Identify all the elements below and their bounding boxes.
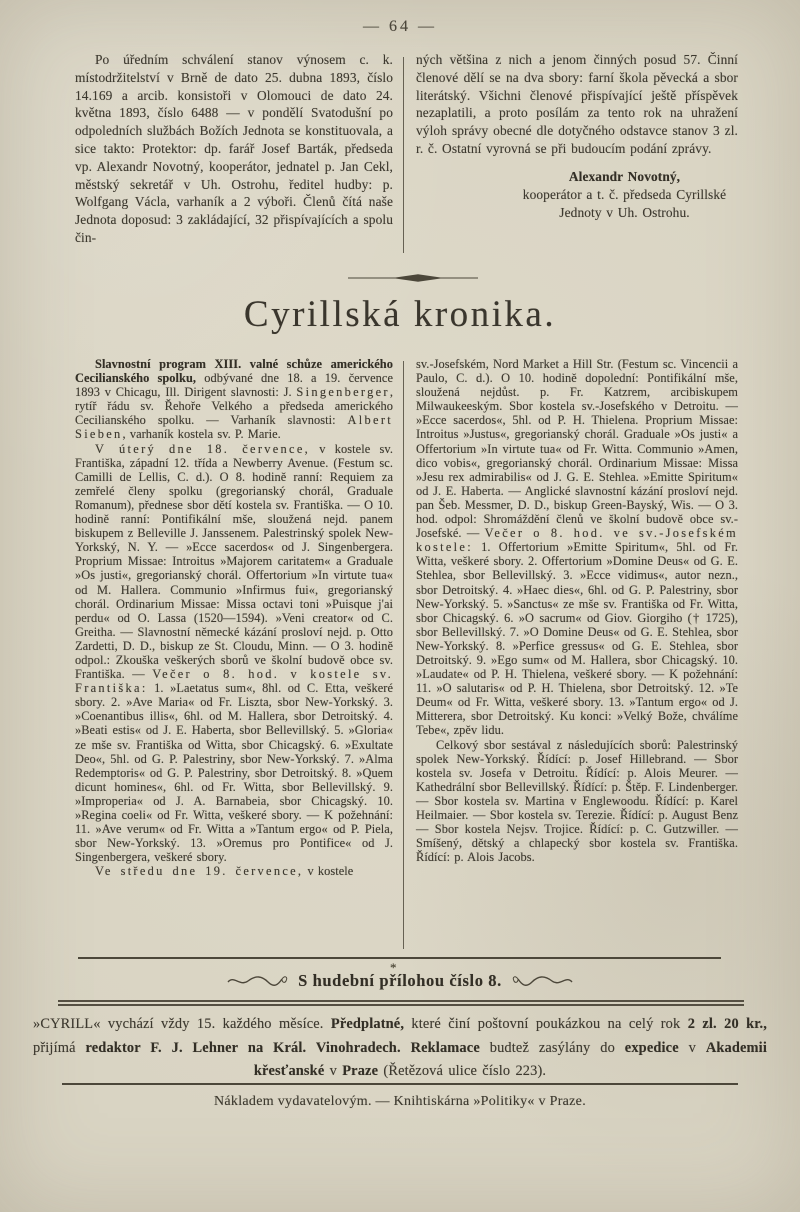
kronika-left-column (75, 357, 393, 878)
text-segment-b: redaktor F. J. Lehner na Král. Vinohradech. Reklamace (85, 1039, 480, 1056)
text-segment-b: 2 zl. 20 kr., (687, 1016, 767, 1032)
text-segment-b: expedice (624, 1039, 679, 1056)
section-divider-ornament (346, 272, 481, 284)
text-segment: které činí poštovní poukázkou na celý rok (404, 1016, 688, 1032)
text-segment: sv.-Josefském, Nord Market a Hill Str. (Festum sc. Vincencii a Paulo, C. d.). O 10. hodině dopolední: Pontifikální mše, sloužená nejdůst. p. Fr. Katzrem, arcibiskupem Milwaukeeským. Sbor kostela sv.-Josefského v Detroitu. — »Ecce sacerdos«, 5hl. od P. H. Thielena. Proprium Missae: Introitus »Justus«, gregorianský chorál. Graduale »Os justi« a Offertorium »In virtute tua« od Fr. Witta. Communio »Amen, dico vobis«, gregorianský chorál. Ordinarium Missae: Missa »Jesu rex admirabilis« od J. G. E. Stehlea. »Emitte Spiritum« od J. E. Haberta. — Anglické slavnostní kázání prosloví nejd. pan Šeb. Messmer, D. D., biskup Green-Bayský, Wis. — O 3. hod. odpol: Shromáždění členů ve školní budově obce sv.-Josefské. — (416, 357, 738, 541)
text-segment-sp: V úterý dne 18. července, (95, 441, 311, 456)
text-segment-sp: Singenberger (296, 385, 390, 400)
text-segment: »CYRILL« vychází vždy 15. každého měsíce. (33, 1016, 331, 1032)
program-lead-paragraph (75, 357, 393, 442)
right-squiggle-ornament-icon (512, 972, 574, 990)
signature-org-line: Jednoty v Uh. Ostrohu. (559, 204, 690, 220)
text-segment: přijímá (33, 1039, 86, 1056)
text-segment-b: Slavnostní program XIII. valné schůze amerického Cecilianského spolku, (75, 357, 393, 386)
program-tuesday-paragraph (75, 442, 393, 865)
signature-block (416, 168, 738, 222)
kronika-right-column (416, 357, 738, 864)
subscription-notice (33, 1013, 767, 1084)
text-segment-sp: Večer o 8. hod. v kostele sv. Františka: (75, 667, 393, 696)
text-segment: odbývané dne 18. a 19. července 1893 v Chicagu, Ill. Dirigent slavnosti: J. (75, 371, 393, 400)
double-rule (58, 1000, 744, 1006)
intro-paragraph-continued: ných většina z nich a jenom činných posud 57. Činní členové dělí se na dva sbory: farní škola pěvecká a sbor literátský. Všichni členové přispívající ještě příspěvek nezaplatili, a proto posílám za tento rok na uhražení výloh správy obecné dle dotyčného odstavce stanov 3 zl. r. č. Ostatní vyrovná se při budoucím podání zprávy. (416, 52, 738, 156)
page-number: — 64 — (363, 18, 437, 35)
supplement-text: S hudební přílohou číslo 8. (298, 971, 502, 990)
text-segment-b: Praze (342, 1063, 379, 1079)
text-segment: , varhaník kostela sv. P. Marie. (122, 427, 281, 442)
text-segment-sp: Večer o 8. hod. ve sv.-Josefském kostele: (416, 526, 738, 555)
text-segment: , rytíř řádu sv. Řehoře Velkého a předseda amerického Cecilianského spolku. — Varhaník slavnosti: (75, 385, 393, 428)
asterisk-mark: * (390, 960, 397, 975)
intro-paragraph: Po úředním schválení stanov výnosem c. k. místodržitelství v Brně de dato 25. dubna 1893, číslo 14.169 a arcib. konsistoři v Olomouci de dato 24. května 1893, číslo 6488 — v pondělí Svatodušní po odpoledních službách Božích Jednota se konstituovala, a sice takto: Protektor: dp. farář Josef Barták, předseda vp. Alexandr Novotný, kooperátor, jednatel p. Jan Cekl, městský sekretář v Uh. Ostrohu, ředitel hudby: p. Wolfgang Václa, varhaník a 2 výboři. Členů čítá naše Jednota doposud: 3 zakládající, 32 přispívajících a spolu čin- (75, 52, 393, 245)
supplement-note (0, 971, 800, 991)
text-segment: v kostele (303, 864, 354, 879)
text-segment: budtež zasýlány do (479, 1039, 625, 1056)
signature-name: Alexandr Novotný, (568, 168, 681, 184)
text-segment: Celkový sbor sestával z následujících sborů: Palestrinský spolek New-Yorkský. Řídící: p. Josef Hillebrand. — Sbor kostela sv. Josefa v Detroitu. Řídící: p. Alois Meurer. — Kathedrální sbor Bellevillský. Řídící: p. Štěp. F. Lindenberger. — Sbor kostela sv. Martina v Englewoodu. Řídící: p. Karel Heilmaier. — Sbor kostela sv. Terezie. Řídící: p. August Benz — Sbor kostela Nejsv. Trojice. Řídící: p. C. Gutzwiller. — Smíšený, dětský a chlapecký sbor kostela sv. Františka. Řídící: p. Alois Jacobs. (416, 737, 738, 865)
text-segment-b: Předplatné, (330, 1016, 405, 1032)
text-segment: v kostele sv. Františka, západní 12. třída a Newberry Avenue. (Festum sc. Camilli de Lellis, C. d.). O 8. hodině ranní: Requiem za zemřelé členy spolku (gregorianský chorál, Graduale Romanum), přednese sbor dětí kostela sv. Františka. — O 10. hodině ranní: Pontifikální mše, sloužená nejd. panem biskupem z Belleville J. Janssenem. Palestrinský spolek New-Yorkský, N. Y. — »Ecce sacerdos« od J. Singenbergera. Proprium Missae: Introitus »Majorem caritatem« a Graduale »Os justi«, gregorianský chorál. Offertorium »In virtute tua« od M. Hallera. Communio »Infirmus fui«, gregorianský chorál. Ordinarium Missae: Missa octavi toni »Puisque j'ai perdu« od O. Lassa (1520—1594). »Veni creator« od C. Greitha. — Slavnostní německé kázání prosloví nejd. p. Otto Zardetti, D. D., biskup ze St. Cloudu, Minn. — O 3. hodině odpol.: Zkouška veškerých sborů ve školní budově obce sv. Františka. — (75, 441, 393, 682)
program-wednesday-paragraph (416, 357, 738, 738)
left-squiggle-ornament-icon (226, 972, 288, 990)
choirs-summary-paragraph (416, 738, 738, 865)
text-segment: 1. Offertorium »Emitte Spiritum«, 5hl. od Fr. Witta, veškeré sbory. 2. Offertorium »Domine Deus« od G. E. Stehlea, sbor Bellevillský. 3. »Ecce vidimus«, autor nezn., sbor Detroitský. 4. »Haec dies«, 6hl. od G. P. Palestriny, sbor New-Yorkský. 5. »Sanctus« ze mše sv. Františka od Fr. Witta, sbor Chicagský. 6. »O sacrum« od Giov. Giorgiho († 1725), sbor Bellevillský. 7. »O Domine Deus« od G. E. Stehlea, sbor New-Yorkský. 8. »Perfice gressus« od G. E. Stehlea, sbor Detroitský. 9. »Ego sum« od M. Hallera, sbor Chicagský. 10. »Laudate« od P. H. Thielena, veškeré sbory. — K požehnání: 11. »O salutaris« od P. H. Thielena, sbor Detroitský. 12. »Te Deum« od Fr. Witta, veškeré sbory. 13. »Tantum ergo« od J. Mitterera, sbor Detroitský. Ku konci: »Velký Bože, chválíme Tebe«, zpěv lidu. (416, 540, 738, 738)
column-divider-rule-top (403, 57, 404, 253)
text-segment-b: Akademii křesťanské (253, 1039, 767, 1079)
intro-right-column (416, 51, 738, 222)
program-wednesday-lead (75, 864, 393, 878)
rule-above-imprint (62, 1083, 738, 1085)
intro-left-column (75, 51, 393, 247)
text-segment: v (678, 1039, 706, 1056)
signature-title-line: kooperátor a t. č. předseda Cyrillské (522, 186, 727, 202)
rule-above-supplement (78, 957, 721, 959)
imprint-line: Nákladem vydavatelovým. — Knihtiskárna »Politiky« v Praze. (214, 1094, 586, 1109)
text-segment: 1. »Laetatus sum«, 8hl. od C. Etta, veškeré sbory. 2. »Ave Maria« od Fr. Liszta, sbor New-Yorkský. 3. »Coenantibus illis«, 6hl. od M. Hallera, sbor Detroitský. 4. »Beati estis« od J. E. Haberta, sbor Bellevillský. 5. »Gloria« ze mše sv. Františka od Witta, sbor Chicagský. 6. »Exultate Deo«, 5hl. od G. P. Palestriny, sbor New-Yorkský. 7. »Alma Redemptoris« od G. P. Palestriny, sbor Detroitský. 8. »Quem dicunt homines«, 6hl. od Fr. Witta, sbor Bellevillský. 9. »Improperia« od J. A. Barnabeia, sbor Chicagský. 10. »Regina coeli« od Fr. Witta, veškeré sbory. — K požehnání: 11. »Ave verum« od Fr. Witta a »Tantum ergo« od P. Piela, sbor New-Yorkský. 13. »Oremus pro Pontifice« od J. Singenbergera, veškeré sbory. (75, 681, 393, 865)
text-segment: (Řetězová ulice číslo 223). (378, 1063, 547, 1079)
text-segment: v (324, 1063, 343, 1079)
article-title: Cyrillská kronika. (243, 294, 557, 335)
text-segment-sp: Ve středu dne 19. července, (95, 864, 304, 879)
column-divider-rule-bottom (403, 361, 404, 949)
text-segment-sp: Albert Sieben (75, 413, 393, 442)
